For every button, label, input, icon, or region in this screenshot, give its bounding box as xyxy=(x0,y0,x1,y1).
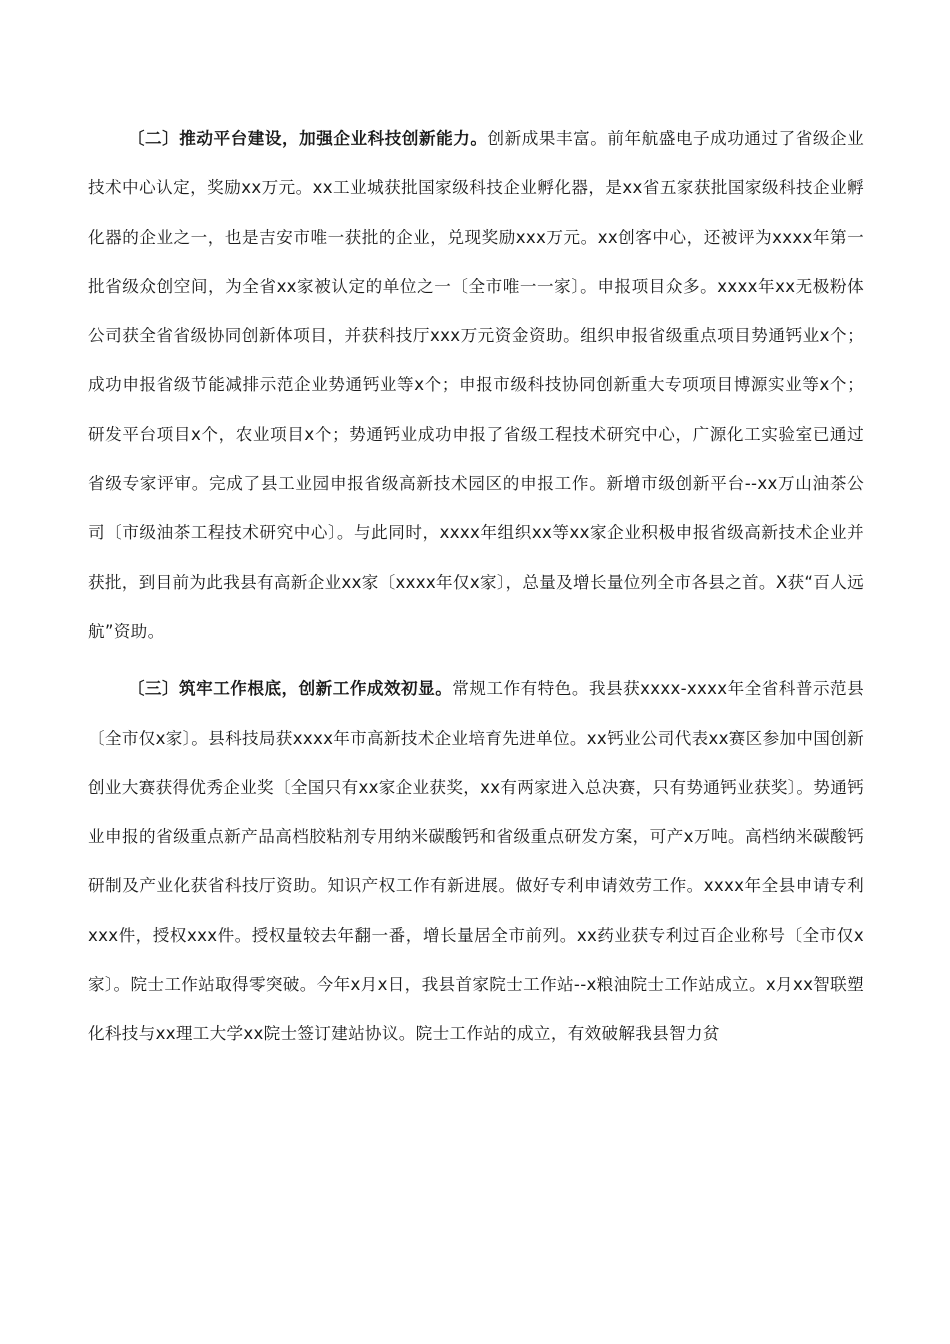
paragraph-heading: 〔三〕筑牢工作根底，创新工作成效初显。 xyxy=(127,679,453,699)
paragraph-heading: 〔二〕推动平台建设，加强企业科技创新能力。 xyxy=(127,129,488,148)
paragraph-platform-building xyxy=(88,114,864,656)
paragraph-work-foundation xyxy=(88,664,864,1058)
paragraph-text: 创新成果丰富。前年航盛电子成功通过了省级企业技术中心认定，奖励xx万元。xx工业城获批国家级科技企业孵化器，是xx省五家获批国家级科技企业孵化器的企业之一，也是吉安市唯一获批的企业，兑现奖励xxx万元。xx创客中心，还被评为xxxx年第一批省级众创空间，为全省xx家被认定的单位之一〔全市唯一一家〕。申报项目众多。xxxx年xx无极粉体公司获全省省级协同创新体项目，并获科技厅xxx万元资金资助。组织申报省级重点项目势通钙业x个；成功申报省级节能减排示范企业势通钙业等x个；申报市级科技协同创新重大专项项目博源实业等x个；研发平台项目x个，农业项目x个；势通钙业成功申报了省级工程技术研究中心，广源化工实验室已通过省级专家评审。完成了县工业园申报省级高新技术园区的申报工作。新增市级创新平台--xx万山油茶公司〔市级油茶工程技术研究中心〕。与此同时，xxxx年组织xx等xx家企业积极申报省级高新技术企业并获批，到目前为此我县有高新企业xx家〔xxxx年仅x家〕，总量及增长量位列全市各县之首。X获“百人远航”资助。 xyxy=(88,129,864,641)
document-body xyxy=(88,114,864,1059)
paragraph-text: 常规工作有特色。我县获xxxx-xxxx年全省科普示范县〔全市仅x家〕。县科技局获xxxx年市高新技术企业培育先进单位。xx钙业公司代表xx赛区参加中国创新创业大赛获得优秀企业奖〔全国只有xx家企业获奖，xx有两家进入总决赛，只有势通钙业获奖〕。势通钙业申报的省级重点新产品高档胶粘剂专用纳米碳酸钙和省级重点研发方案，可产x万吨。高档纳米碳酸钙研制及产业化获省科技厅资助。知识产权工作有新进展。做好专利申请效劳工作。xxxx年全县申请专利xxx件，授权xxx件。授权量较去年翻一番，增长量居全市前列。xx药业获专利过百企业称号〔全市仅x家〕。院士工作站取得零突破。今年x月x日，我县首家院士工作站--x粮油院士工作站成立。x月xx智联塑化科技与xx理工大学xx院士签订建站协议。院士工作站的成立，有效破解我县智力贫 xyxy=(88,679,865,1044)
